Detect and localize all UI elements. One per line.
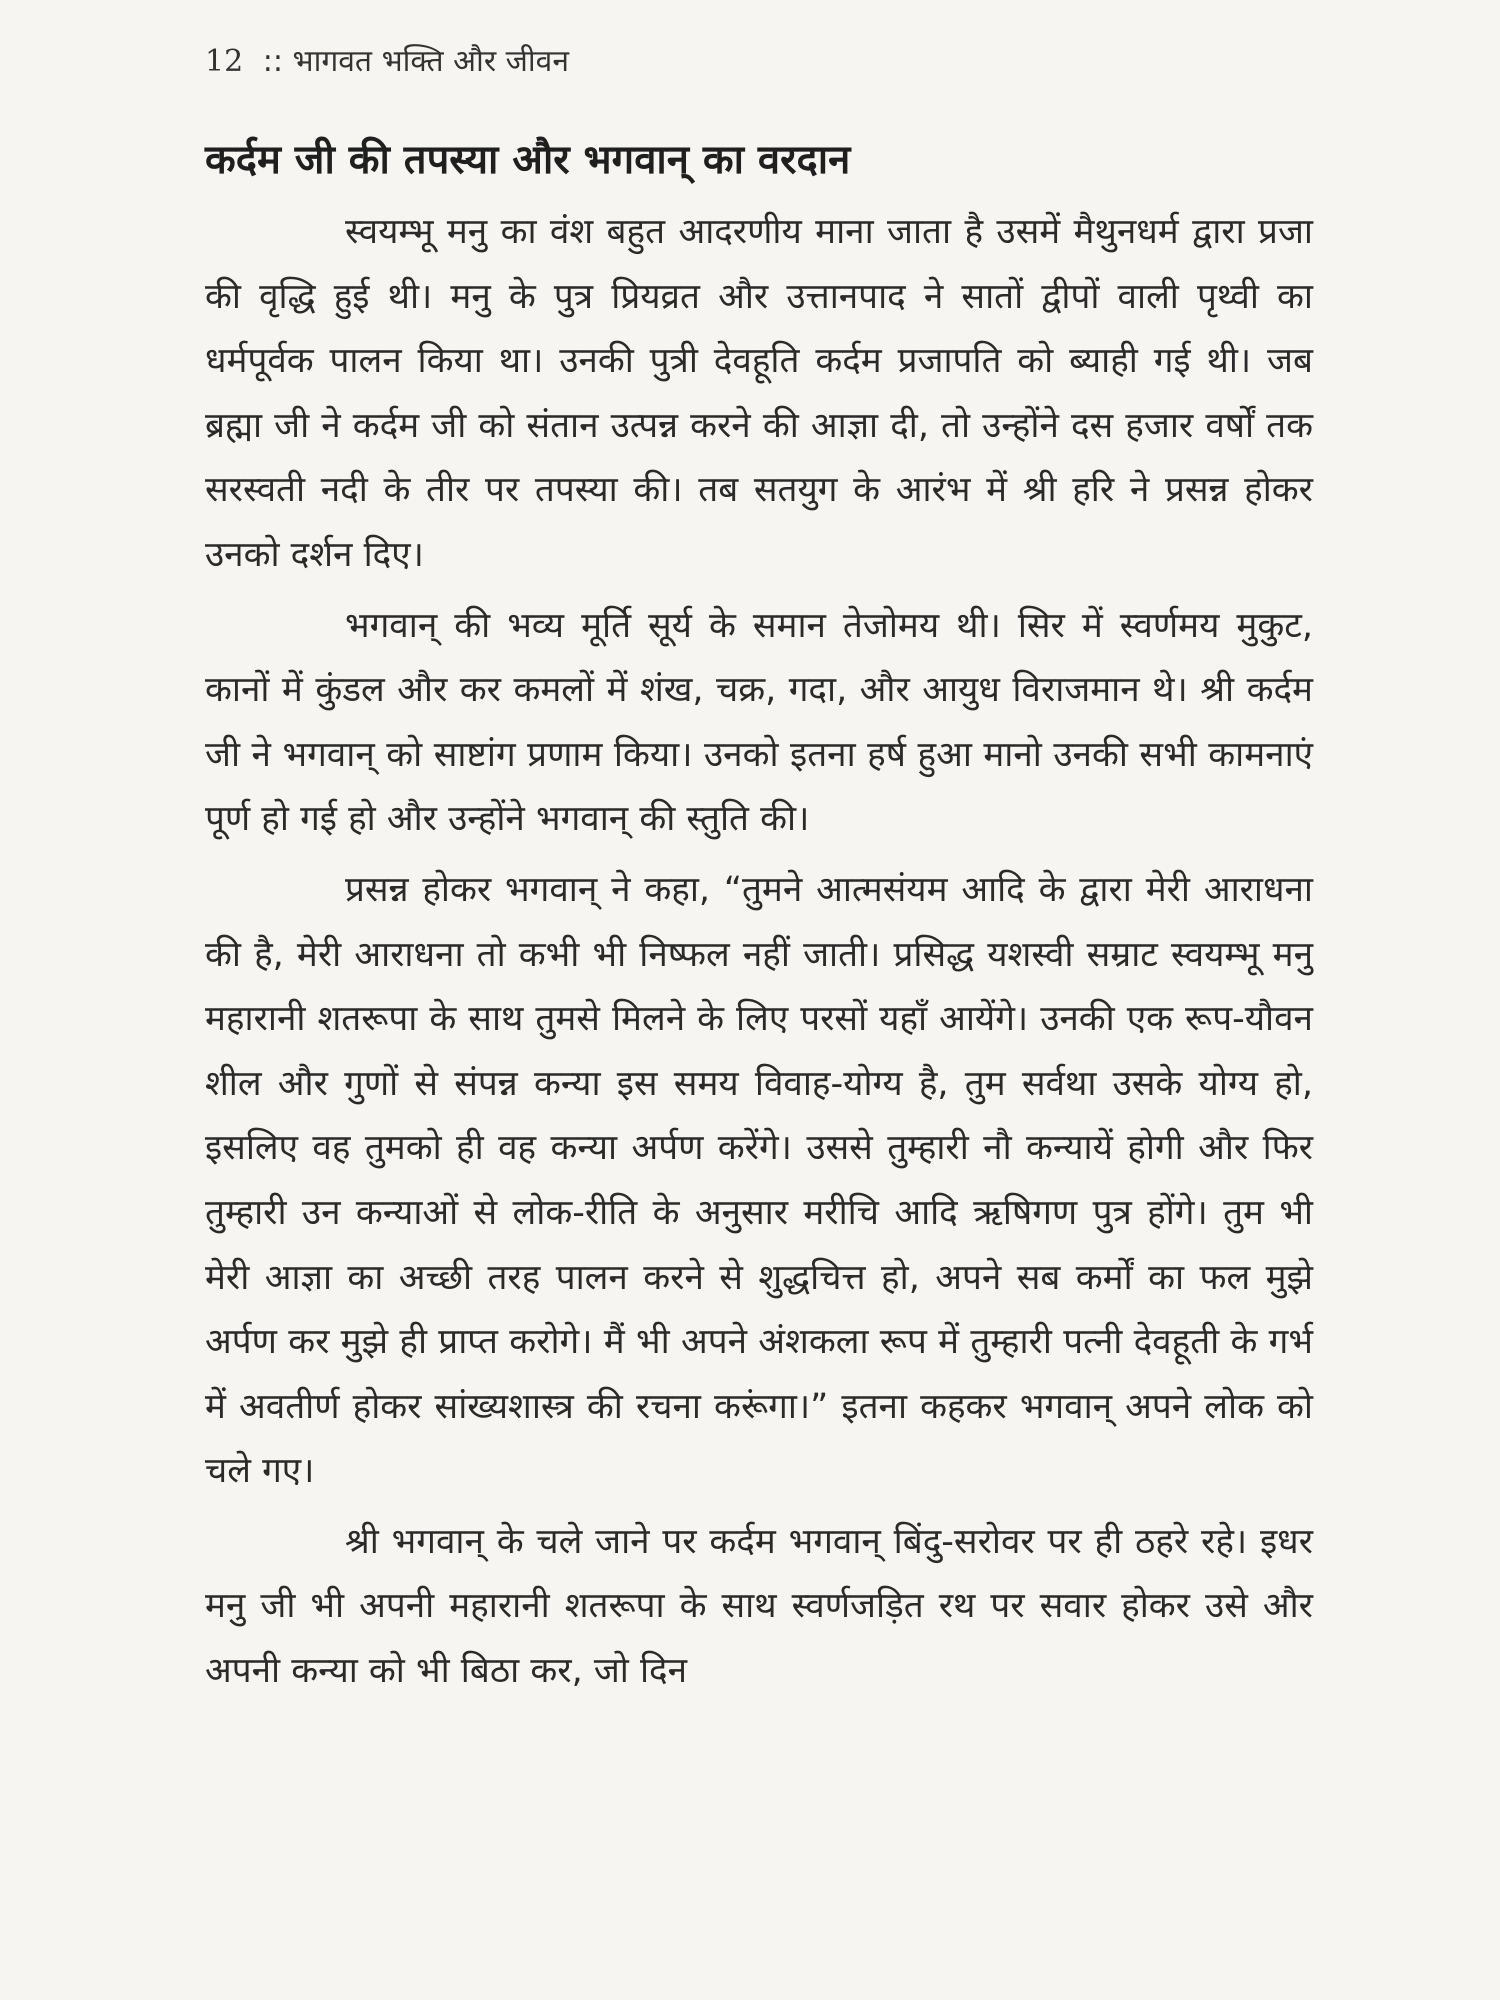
running-header (205, 40, 1313, 84)
paragraph-4: श्री भगवान् के चले जाने पर कर्दम भगवान् बिंदु-सरोवर पर ही ठहरे रहे। इधर मनु जी भी अपनी महारानी शतरूपा के साथ स्वर्णजड़ित रथ पर सवार होकर उसे और अपनी कन्या को भी बिठा कर, जो दिन (205, 1521, 1313, 1692)
paragraph-1: स्वयम्भू मनु का वंश बहुत आदरणीय माना जाता है उसमें मैथुनधर्म द्वारा प्रजा की वृद्धि हुई थी। मनु के पुत्र प्रियव्रत और उत्तानपाद ने सातों द्वीपों वाली पृथ्वी का धर्मपूर्वक पालन किया था। उनकी पुत्री देवहूति कर्दम प्रजापति को ब्याही गई थी। जब ब्रह्मा जी ने कर्दम जी को संतान उत्पन्न करने की आज्ञा दी, तो उन्होंने दस हजार वर्षों तक सरस्वती नदी के तीर पर तपस्या की। तब सतयुग के आरंभ में श्री हरि ने प्रसन्न होकर उनको दर्शन दिए। (205, 212, 1313, 575)
header-separator: :: (262, 44, 283, 79)
book-page (205, 40, 1313, 1710)
page-number: 12 (205, 44, 244, 79)
paragraph-3: प्रसन्न होकर भगवान् ने कहा, “तुमने आत्मसंयम आदि के द्वारा मेरी आराधना की है, मेरी आराधना तो कभी भी निष्फल नहीं जाती। प्रसिद्ध यशस्वी सम्राट स्वयम्भू मनु महारानी शतरूपा के साथ तुमसे मिलने के लिए परसों यहाँ आयेंगे। उनकी एक रूप-यौवन शील और गुणों से संपन्न कन्या इस समय विवाह-योग्य है, तुम सर्वथा उसके योग्य हो, इसलिए वह तुमको ही वह कन्या अर्पण करेंगे। उससे तुम्हारी नौ कन्यायें होगी और फिर तुम्हारी उन कन्याओं से लोक-रीति के अनुसार मरीचि आदि ऋषिगण पुत्र होंगे। तुम भी मेरी आज्ञा का अच्छी तरह पालन करने से शुद्धचित्त हो, अपने सब कर्मों का फल मुझे अर्पण कर मुझे ही प्राप्त करोगे। मैं भी अपने अंशकला रूप में तुम्हारी पत्नी देवहूती के गर्भ में अवतीर्ण होकर सांख्यशास्त्र की रचना करूंगा।” इतना कहकर भगवान् अपने लोक को चले गए। (205, 869, 1313, 1492)
paragraph-2: भगवान् की भव्य मूर्ति सूर्य के समान तेजोमय थी। सिर में स्वर्णमय मुकुट, कानों में कुंडल और कर कमलों में शंख, चक्र, गदा, और आयुध विराजमान थे। श्री कर्दम जी ने भगवान् को साष्टांग प्रणाम किया। उनको इतना हर्ष हुआ मानो उनकी सभी कामनाएं पूर्ण हो गई हो और उन्होंने भगवान् की स्तुति की। (205, 605, 1313, 840)
chapter-heading: कर्दम जी की तपस्या और भगवान् का वरदान (205, 137, 851, 183)
book-title: भागवत भक्ति और जीवन (292, 44, 569, 79)
